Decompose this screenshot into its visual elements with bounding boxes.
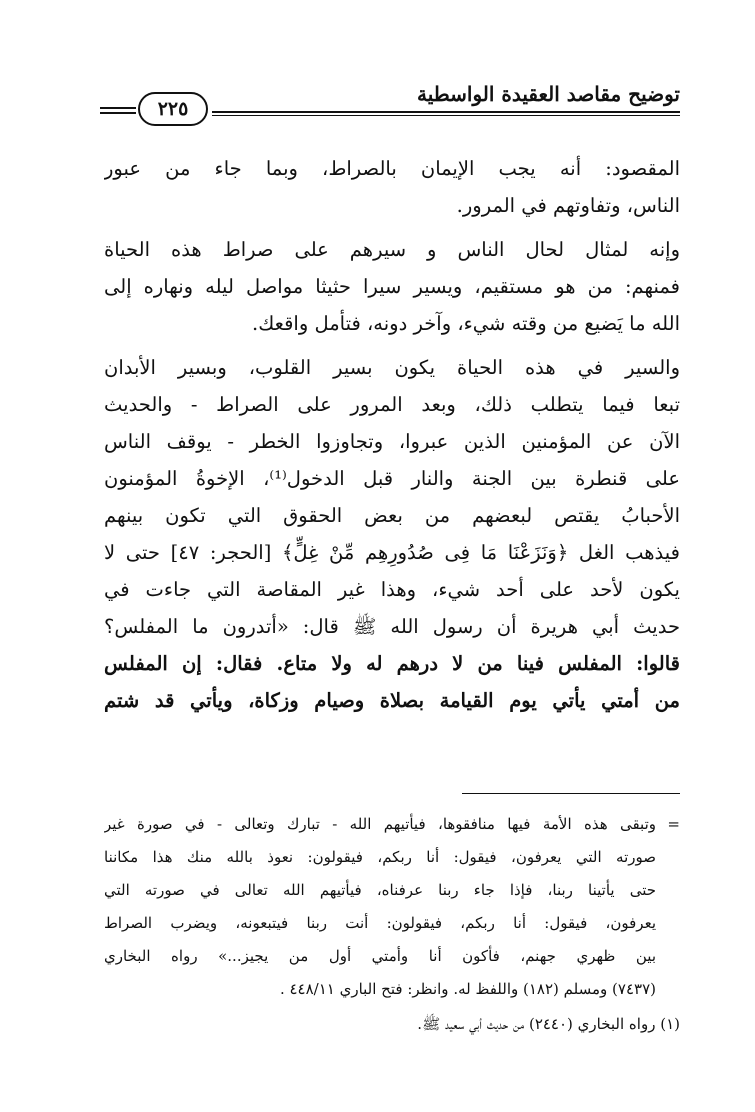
footnote-line: (٧٤٣٧) ومسلم (١٨٢) واللفظ له. وانظر: فتح الباري ٤٤٨/١١ . bbox=[279, 980, 656, 998]
footnote-line: بين ظهري جهنم، فأكون أنا وأمتي أول من يجيز...» رواه البخاري bbox=[104, 947, 656, 965]
paragraph-1 bbox=[104, 150, 680, 224]
footnote-line: يعرفون، فيقول: أنا ربكم، فيقولون: أنت ربنا فيتبعونه، ويضرب الصراط bbox=[104, 914, 656, 932]
text-line-hadith: قالوا: المفلس فينا من لا درهم له ولا متاع. فقال: إن المفلس bbox=[104, 652, 680, 675]
running-title: توضيح مقاصد العقيدة الواسطية bbox=[416, 82, 680, 106]
text-line: الأحبابُ يقتص لبعضهم من بعض الحقوق التي تكون بينهم bbox=[104, 504, 680, 527]
continuation-marker: = bbox=[667, 815, 680, 833]
footnote-line: حتى يأتينا ربنا، فإذا جاء ربنا عرفناه، فيأتيهم الله تعالى في صورته التي bbox=[104, 881, 656, 899]
text-line: المقصود: أنه يجب الإيمان بالصراط، وبما جاء من عبور bbox=[104, 157, 680, 180]
page-number: ٢٢٥ bbox=[138, 92, 208, 126]
text-line-hadith: من أمتي يأتي يوم القيامة بصلاة وصيام وزكاة، ويأتي قد شتم bbox=[104, 689, 680, 712]
page-header bbox=[100, 80, 680, 130]
text-line: فيذهب الغل ﴿وَنَزَعْنَا مَا فِى صُدُورِهِم مِّنْ غِلٍّ﴾ [الحجر: ٤٧] حتى لا bbox=[104, 541, 680, 564]
text-line: الناس، وتفاوتهم في المرور. bbox=[456, 194, 680, 217]
footnote-separator bbox=[462, 793, 680, 794]
text-line: والسير في هذه الحياة يكون بسير القلوب، وبسير الأبدان bbox=[104, 356, 680, 379]
footnote-1: (١) رواه البخاري (٢٤٤٠) من حديث أبي سعيد ﷺ. bbox=[417, 1015, 680, 1033]
text-line: حديث أبي هريرة أن رسول الله ﷺ قال: «أتدرون ما المفلس؟ bbox=[104, 615, 680, 638]
text-line: الآن عن المؤمنين الذين عبروا، وتجاوزوا الخطر - يوقف الناس bbox=[104, 430, 680, 453]
paragraph-3 bbox=[104, 349, 680, 719]
text-line: فمنهم: من هو مستقيم، ويسير سيرا حثيثا مواصل ليله ونهاره إلى bbox=[104, 275, 680, 298]
footnote-line: صورته التي يعرفون، فيقول: أنا ربكم، فيقولون: نعوذ بالله منك هذا مكاننا bbox=[104, 848, 656, 866]
text-line: وإنه لمثال لحال الناس و سيرهم على صراط هذه الحياة bbox=[104, 238, 680, 261]
footnote-continuation bbox=[104, 808, 680, 1006]
text-line: يكون لأحد على أحد شيء، وهذا غير المقاصة التي جاءت في bbox=[104, 578, 680, 601]
header-rule-short bbox=[100, 107, 136, 117]
header-rule bbox=[212, 111, 680, 116]
paragraph-2 bbox=[104, 231, 680, 342]
footnote-line: وتبقى هذه الأمة فيها منافقوها، فيأتيهم الله - تبارك وتعالى - في صورة غير bbox=[104, 815, 656, 833]
text-line: تبعا فيما يتطلب ذلك، وبعد المرور على الصراط - والحديث bbox=[104, 393, 680, 416]
text-line: على قنطرة بين الجنة والنار قبل الدخول⁽¹⁾، الإخوةُ المؤمنون bbox=[104, 467, 680, 490]
main-text bbox=[104, 150, 680, 719]
footnotes bbox=[104, 808, 680, 1041]
text-line: الله ما يَضيع من وقته شيء، وآخر دونه، فتأمل واقعك. bbox=[252, 312, 680, 335]
